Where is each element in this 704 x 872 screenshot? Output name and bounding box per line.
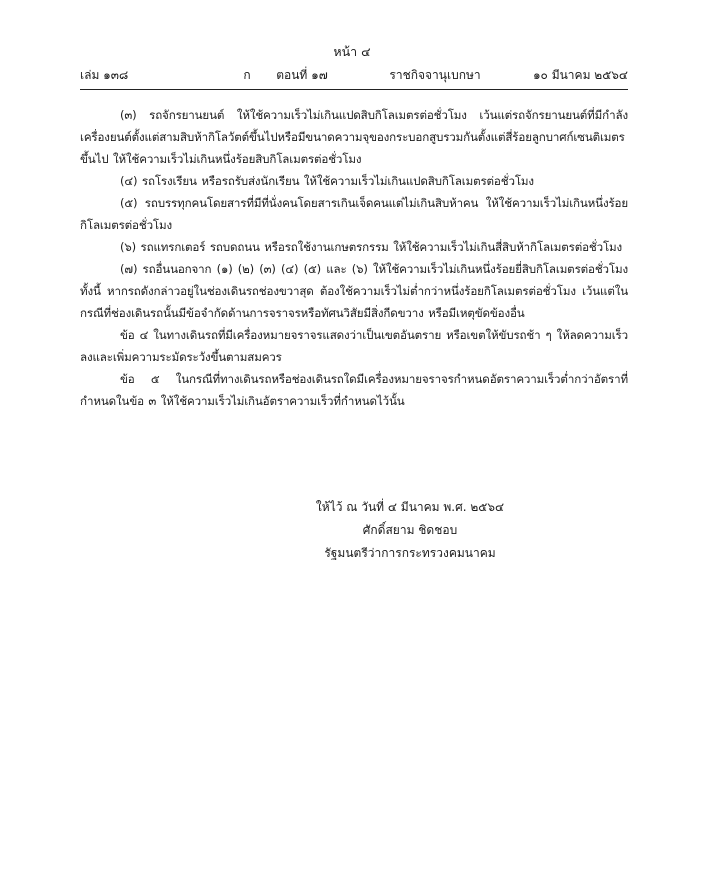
volume-label: เล่ม ๑๓๘: [80, 68, 129, 82]
signatory-position: รัฐมนตรีว่าการกระทรวงคมนาคม: [324, 546, 496, 560]
signature-block: [280, 496, 540, 565]
document-body: [80, 104, 628, 412]
paragraph-clause-5: ข้อ ๕ ในกรณีที่ทางเดินรถหรือช่องเดินรถใดมีเครื่องหมายจราจรกำหนดอัตราความเร็วต่ำกว่าอัตราที่กำหนดในข้อ ๓ ให้ใช้ความเร็วไม่เกินอัตราความเร็วที่กำหนดไว้นั้น: [80, 372, 628, 408]
paragraph-item-4: (๔) รถโรงเรียน หรือรถรับส่งนักเรียน ให้ใช้ความเร็วไม่เกินแปดสิบกิโลเมตรต่อชั่วโมง: [120, 174, 534, 188]
signatory-name: ศักดิ์สยาม ชิดชอบ: [362, 523, 458, 537]
given-date: ให้ไว้ ณ วันที่ ๔ มีนาคม พ.ศ. ๒๕๖๔: [315, 500, 505, 514]
paragraph-item-3: (๓) รถจักรยานยนต์ ให้ใช้ความเร็วไม่เกินแปดสิบกิโลเมตรต่อชั่วโมง เว้นแต่รถจักรยานยนต์ที่มีกำลังเครื่องยนต์ตั้งแต่สามสิบห้ากิโลวัตต์ขึ้นไปหรือมีขนาดความจุของกระบอกสูบรวมกันตั้งแต่สี่ร้อยลูกบาศก์เซนติเมตรขึ้นไป ให้ใช้ความเร็วไม่เกินหนึ่งร้อยสิบกิโลเมตรต่อชั่วโมง: [80, 108, 628, 166]
paragraph-clause-4: ข้อ ๔ ในทางเดินรถที่มีเครื่องหมายจราจรแสดงว่าเป็นเขตอันตราย หรือเขตให้ขับรถช้า ๆ ให้ลดความเร็วลงและเพิ่มความระมัดระวังขึ้นตามสมควร: [80, 328, 628, 364]
header-divider: [80, 89, 628, 90]
section-label: ก: [243, 68, 251, 82]
page-number: หน้า ๔: [333, 44, 371, 59]
issue-label: ตอนที่ ๑๗: [276, 68, 328, 82]
publication-title: ราชกิจจานุเบกษา: [389, 68, 481, 82]
paragraph-item-5: (๕) รถบรรทุกคนโดยสารที่มีที่นั่งคนโดยสารเกินเจ็ดคนแต่ไม่เกินสิบห้าคน ให้ใช้ความเร็วไม่เกินหนึ่งร้อยกิโลเมตรต่อชั่วโมง: [80, 196, 628, 232]
publication-date: ๑๐ มีนาคม ๒๕๖๔: [532, 68, 628, 82]
paragraph-item-6: (๖) รถแทรกเตอร์ รถบดถนน หรือรถใช้งานเกษตรกรรม ให้ใช้ความเร็วไม่เกินสี่สิบห้ากิโลเมตรต่อชั่วโมง: [120, 240, 623, 254]
gazette-header: [80, 66, 628, 84]
paragraph-item-7: (๗) รถอื่นนอกจาก (๑) (๒) (๓) (๔) (๕) และ (๖) ให้ใช้ความเร็วไม่เกินหนึ่งร้อยยี่สิบกิโลเมตรต่อชั่วโมง ทั้งนี้ หากรถดังกล่าวอยู่ในช่องเดินรถช่องขวาสุด ต้องใช้ความเร็วไม่ต่ำกว่าหนึ่งร้อยกิโลเมตรต่อชั่วโมง เว้นแต่ในกรณีที่ช่องเดินรถนั้นมีข้อจำกัดด้านการจราจรหรือทัศนวิสัยมีสิ่งกีดขวาง หรือมีเหตุขัดข้องอื่น: [80, 262, 628, 320]
